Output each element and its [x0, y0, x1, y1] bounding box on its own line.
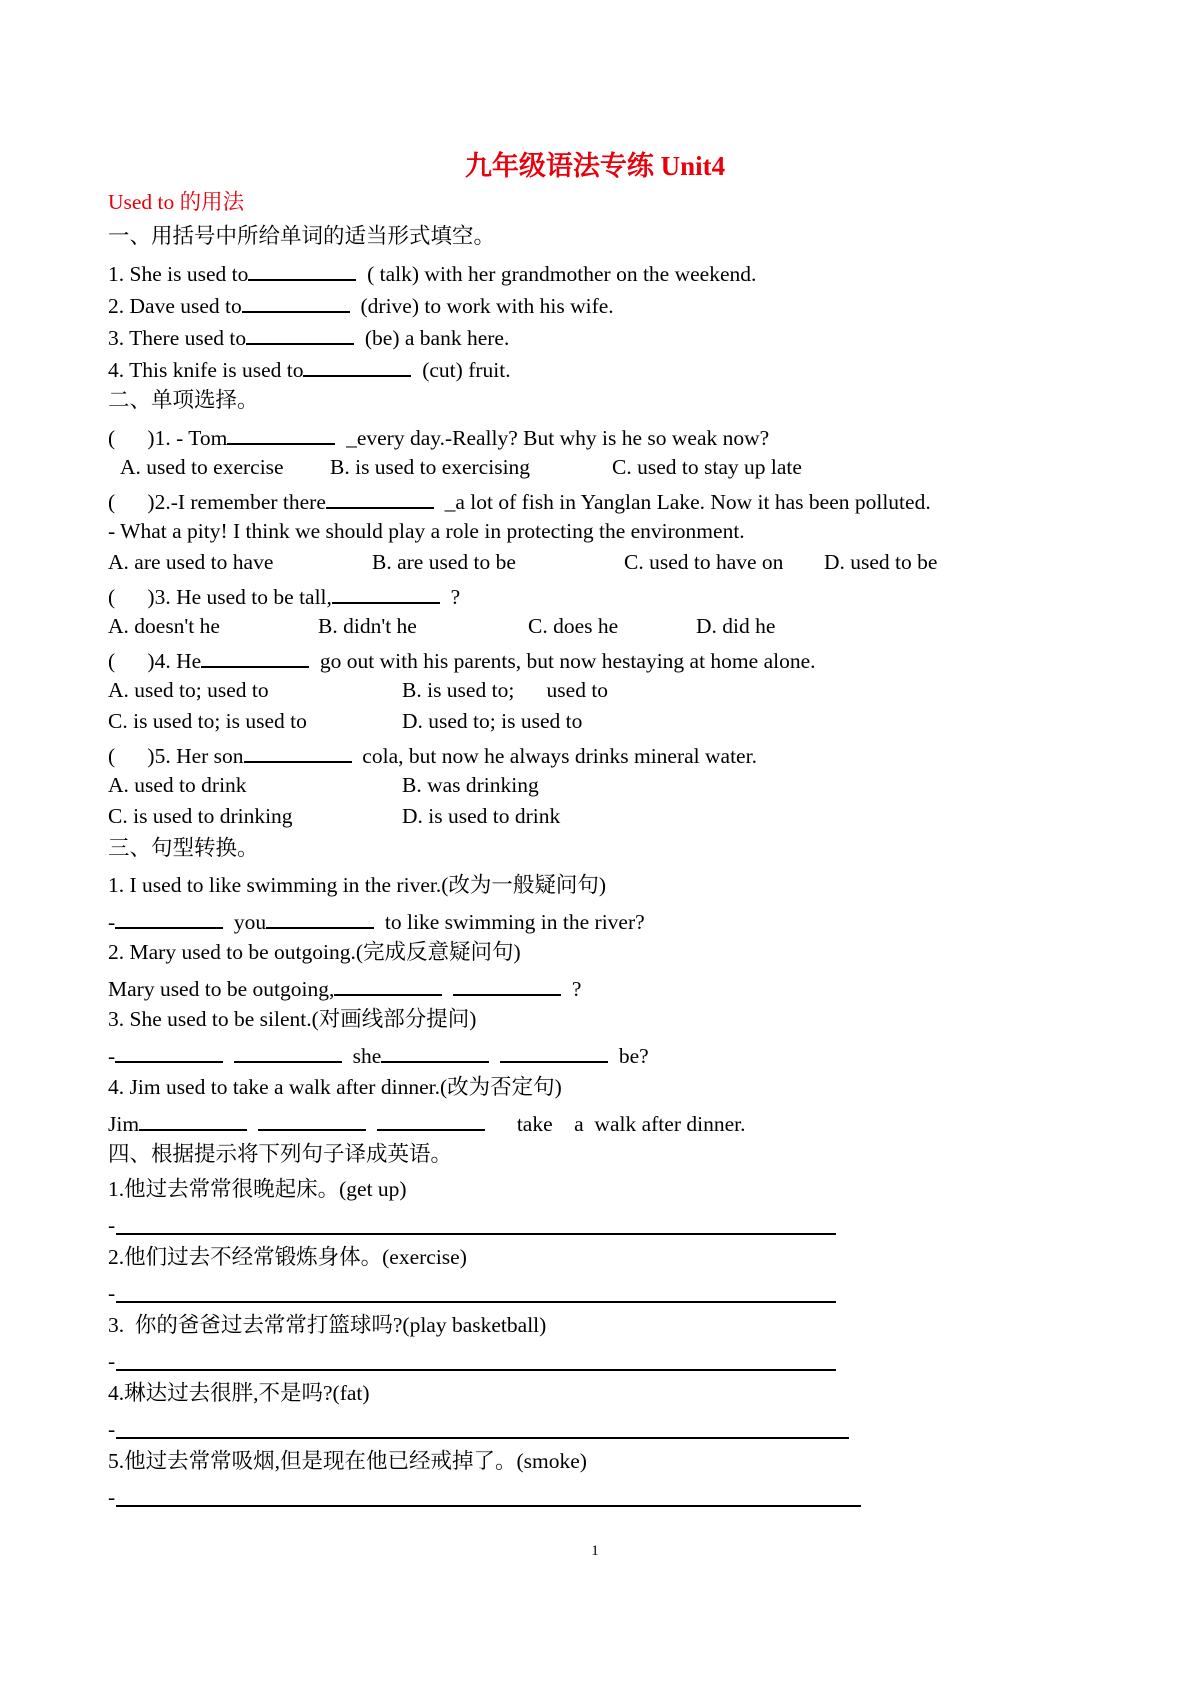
answer-dash: -: [108, 1485, 116, 1509]
answer-blank[interactable]: [139, 1107, 247, 1131]
answer-dash: -: [108, 1417, 116, 1441]
answer-blank[interactable]: [201, 644, 309, 668]
answer-blank[interactable]: [326, 485, 434, 509]
option-a[interactable]: A. used to exercise: [120, 455, 284, 479]
answer-blank[interactable]: [500, 1039, 608, 1063]
s4-question-5: 5.他过去常常吸烟,但是现在他已经戒掉了。(smoke): [108, 1449, 587, 1473]
answer-blank[interactable]: [266, 905, 374, 929]
section-3-heading: 三、句型转换。: [108, 836, 259, 860]
option-c[interactable]: C. used to stay up late: [612, 455, 802, 479]
option-d[interactable]: D. is used to drink: [402, 804, 561, 828]
s3-answer-4: Jim take a walk after dinner.: [108, 1107, 745, 1135]
answer-line[interactable]: [116, 1301, 836, 1303]
s3-question-1: 1. I used to like swimming in the river.(改为一般疑问句): [108, 873, 607, 897]
answer-line[interactable]: [116, 1505, 861, 1507]
option-d[interactable]: D. did he: [696, 614, 776, 638]
option-a[interactable]: A. used to; used to: [108, 678, 269, 702]
section-2-heading: 二、单项选择。: [108, 388, 259, 412]
answer-blank[interactable]: [115, 1039, 223, 1063]
option-d[interactable]: D. used to be: [824, 550, 938, 574]
s1-question-3: 3. There used to (be) a bank here.: [108, 321, 509, 349]
section-1-heading: 一、用括号中所给单词的适当形式填空。: [108, 224, 496, 248]
option-c[interactable]: C. does he: [528, 614, 619, 638]
s3-question-2: 2. Mary used to be outgoing.(完成反意疑问句): [108, 940, 521, 964]
answer-blank[interactable]: [234, 1039, 342, 1063]
s3-answer-1: - you to like swimming in the river?: [108, 905, 645, 933]
option-c[interactable]: C. used to have on: [624, 550, 784, 574]
answer-line[interactable]: [116, 1233, 836, 1235]
option-b[interactable]: B. is used to exercising: [330, 455, 531, 479]
s3-question-3: 3. She used to be silent.(对画线部分提问): [108, 1007, 477, 1031]
page-title: 九年级语法专练 Unit4: [464, 151, 726, 181]
s2-question-5: ( )5. Her son cola, but now he always drinks mineral water.: [108, 739, 757, 767]
answer-dash: -: [108, 1281, 116, 1305]
topic-subtitle: Used to 的用法: [108, 190, 245, 214]
answer-blank[interactable]: [227, 421, 335, 445]
s2-question-2-continued: - What a pity! I think we should play a role in protecting the environment.: [108, 519, 745, 543]
option-d[interactable]: D. used to; is used to: [402, 709, 583, 733]
answer-blank[interactable]: [453, 972, 561, 996]
s1-question-2: 2. Dave used to (drive) to work with his wife.: [108, 289, 614, 317]
answer-blank[interactable]: [332, 580, 440, 604]
answer-line[interactable]: [116, 1369, 836, 1371]
s3-answer-2: Mary used to be outgoing, ?: [108, 972, 581, 1000]
s2-question-4: ( )4. He go out with his parents, but now hestaying at home alone.: [108, 644, 816, 672]
answer-blank[interactable]: [242, 289, 350, 313]
answer-blank[interactable]: [377, 1107, 485, 1131]
s2-question-2: ( )2.-I remember there _a lot of fish in Yanglan Lake. Now it has been polluted.: [108, 485, 931, 513]
s3-answer-3: - she be?: [108, 1039, 649, 1067]
option-c[interactable]: C. is used to drinking: [108, 804, 293, 828]
answer-dash: -: [108, 1213, 116, 1237]
page-number: 1: [591, 1543, 599, 1559]
option-a[interactable]: A. used to drink: [108, 773, 247, 797]
answer-blank[interactable]: [248, 257, 356, 281]
section-4-heading: 四、根据提示将下列句子译成英语。: [108, 1142, 453, 1166]
s4-question-2: 2.他们过去不经常锻炼身体。(exercise): [108, 1245, 467, 1269]
option-b[interactable]: B. didn't he: [318, 614, 417, 638]
option-a[interactable]: A. doesn't he: [108, 614, 220, 638]
answer-blank[interactable]: [381, 1039, 489, 1063]
option-a[interactable]: A. are used to have: [108, 550, 274, 574]
s1-question-4: 4. This knife is used to (cut) fruit.: [108, 353, 511, 381]
answer-blank[interactable]: [258, 1107, 366, 1131]
s1-question-1: 1. She is used to ( talk) with her grandmother on the weekend.: [108, 257, 756, 285]
s4-question-1: 1.他过去常常很晚起床。(get up): [108, 1177, 407, 1201]
s4-question-4: 4.琳达过去很胖,不是吗?(fat): [108, 1381, 370, 1405]
s2-question-1: ( )1. - Tom _every day.-Really? But why is he so weak now?: [108, 421, 769, 449]
answer-blank[interactable]: [303, 353, 411, 377]
answer-blank[interactable]: [246, 321, 354, 345]
option-b[interactable]: B. is used to; used to: [402, 678, 609, 702]
s3-question-4: 4. Jim used to take a walk after dinner.(改为否定句): [108, 1075, 562, 1099]
answer-blank[interactable]: [115, 905, 223, 929]
option-b[interactable]: B. are used to be: [372, 550, 516, 574]
s2-question-3: ( )3. He used to be tall, ?: [108, 580, 460, 608]
answer-line[interactable]: [116, 1437, 849, 1439]
option-c[interactable]: C. is used to; is used to: [108, 709, 307, 733]
answer-blank[interactable]: [334, 972, 442, 996]
option-b[interactable]: B. was drinking: [402, 773, 539, 797]
answer-dash: -: [108, 1349, 116, 1373]
answer-blank[interactable]: [244, 739, 352, 763]
s4-question-3: 3. 你的爸爸过去常常打篮球吗?(play basketball): [108, 1313, 547, 1337]
